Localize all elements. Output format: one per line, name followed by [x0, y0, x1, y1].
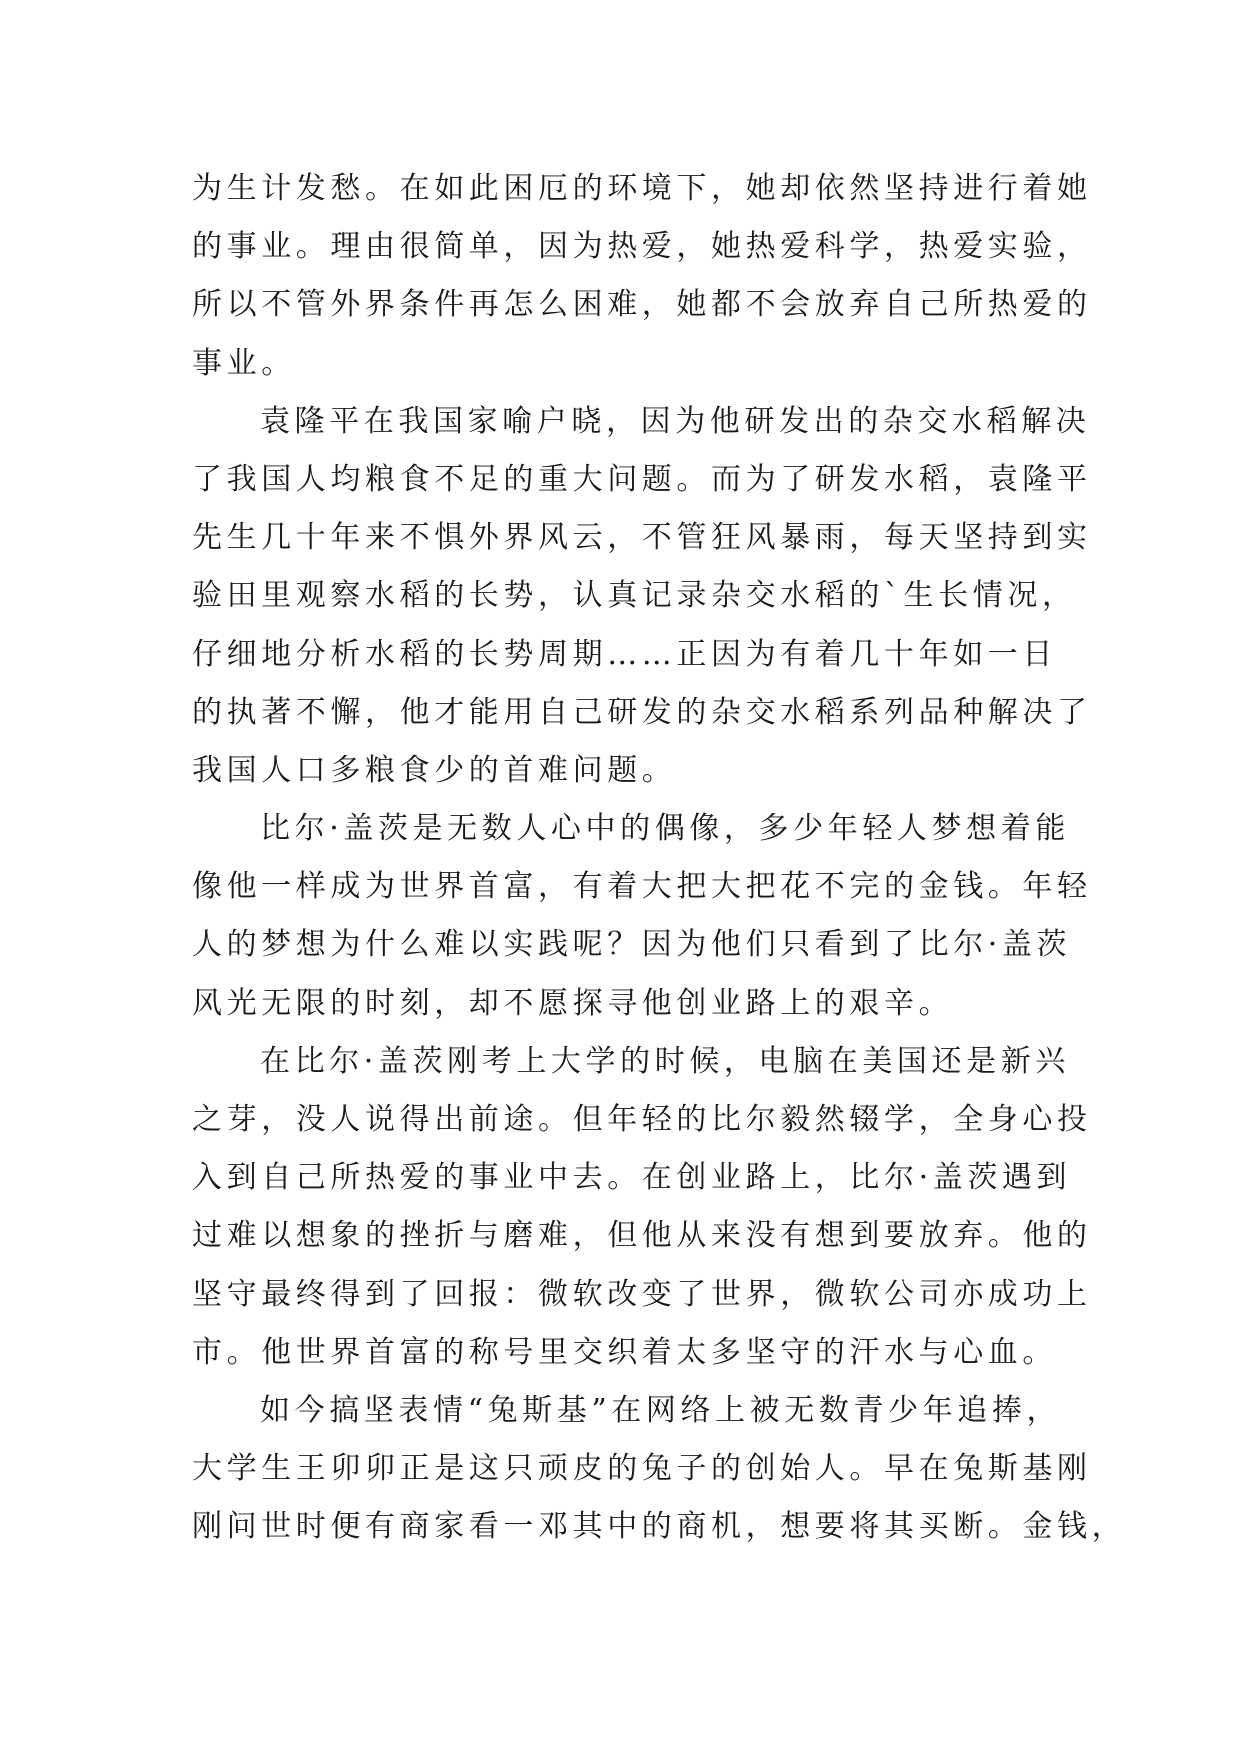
paragraph-first-line: 在比尔·盖茨刚考上大学的时候，电脑在美国还是新兴	[260, 1043, 1070, 1079]
text-line: 之芽，没人说得出前途。但年轻的比尔毅然辍学，全身心投	[192, 1102, 1092, 1137]
text-line: 事业。	[192, 345, 296, 381]
text-line: 所以不管外界条件再怎么困难，她都不会放弃自己所热爱的	[192, 287, 1092, 323]
text-line: 过难以想象的挫折与磨难，但他从来没有想到要放弃。他的	[192, 1218, 1092, 1254]
text-line: 刚问世时便有商家看一邓其中的商机，想要将其买断。金钱，	[192, 1509, 1127, 1545]
text-line: 像他一样成为世界首富，有着大把大把花不完的金钱。年轻	[192, 869, 1092, 905]
text-line: 仔细地分析水稻的长势周期……正因为有着几十年如一日	[192, 636, 1057, 672]
text-line: 入到自己所热爱的事业中去。在创业路上，比尔·盖茨遇到	[192, 1160, 1072, 1196]
paragraph-first-line: 如今搞坚表情“兔斯基”在网络上被无数青少年追捧，	[260, 1392, 1062, 1428]
text-line: 为生计发愁。在如此困厄的环境下，她却依然坚持进行着她	[192, 171, 1092, 206]
text-line: 人的梦想为什么难以实践呢？因为他们只看到了比尔·盖茨	[192, 927, 1072, 963]
text-line: 了我国人均粮食不足的重大问题。而为了研发水稻，袁隆平	[192, 461, 1092, 497]
text-line: 风光无限的时刻，却不愿探寻他创业路上的艰辛。	[192, 985, 954, 1021]
paragraph-first-line: 比尔·盖茨是无数人心中的偶像，多少年轻人梦想着能	[260, 811, 1070, 847]
text-line: 大学生王卯卯正是这只顽皮的兔子的创始人。早在兔斯基刚	[192, 1451, 1092, 1487]
text-line: 先生几十年来不惧外界风云，不管狂风暴雨，每天坚持到实	[192, 520, 1092, 556]
body-text	[192, 160, 1127, 1557]
paragraph-first-line: 袁隆平在我国家喻户晓，因为他研发出的杂交水稻解决	[260, 403, 1091, 439]
text-line: 验田里观察水稻的长势，认真记录杂交水稻的`生长情况，	[192, 578, 1077, 614]
text-line: 坚守最终得到了回报：微软改变了世界，微软公司亦成功上	[192, 1276, 1092, 1312]
text-line: 的执著不懈，他才能用自己研发的杂交水稻系列品种解决了	[192, 694, 1092, 730]
text-line: 市。他世界首富的称号里交织着太多坚守的汗水与心血。	[192, 1334, 1057, 1370]
text-line: 我国人口多粮食少的首难问题。	[192, 752, 677, 788]
text-line: 的事业。理由很简单，因为热爱，她热爱科学，热爱实验，	[192, 229, 1092, 265]
